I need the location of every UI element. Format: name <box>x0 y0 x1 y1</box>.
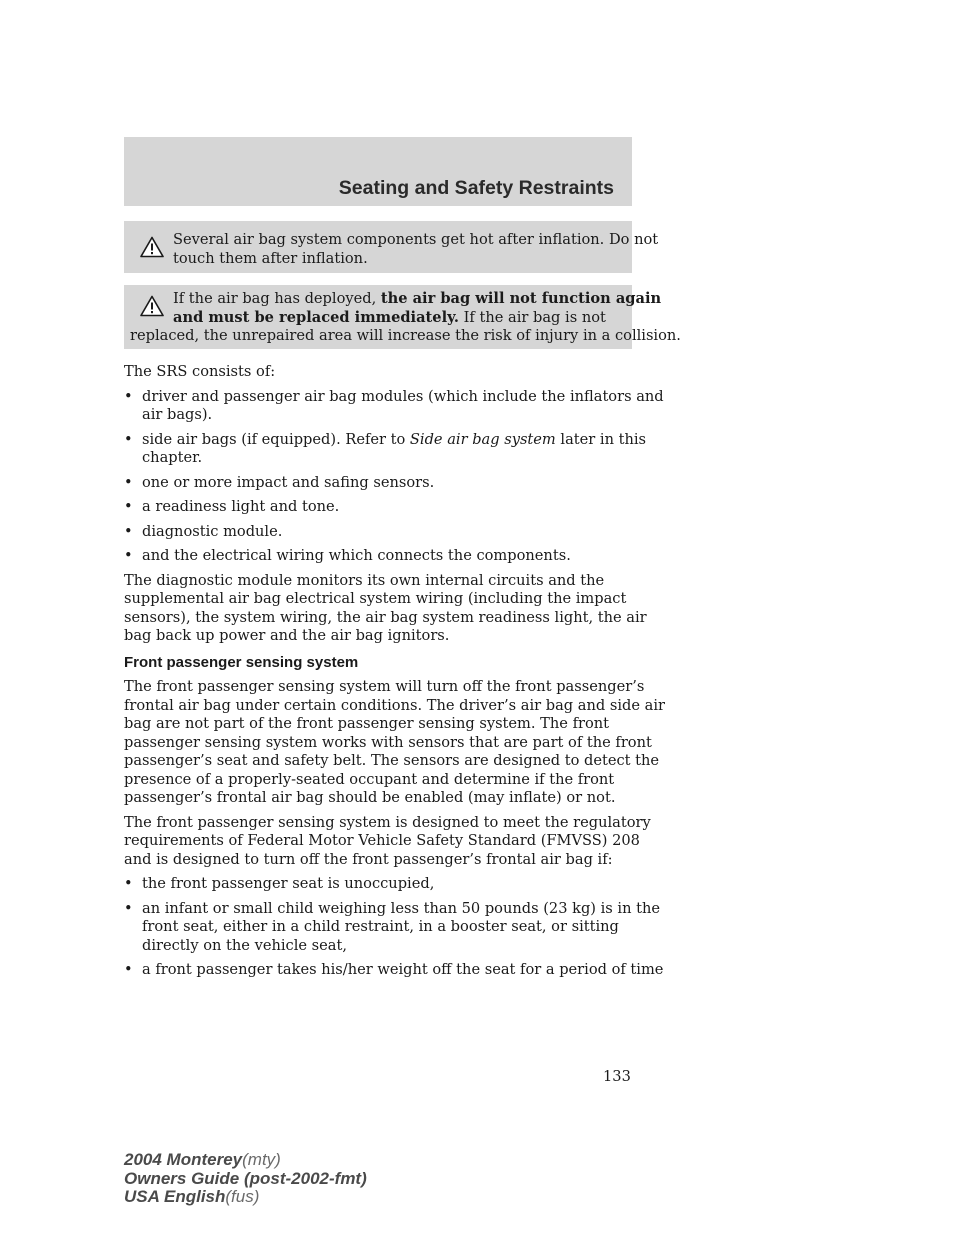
bullet-icon: • <box>124 473 133 491</box>
footer-guide: Owners Guide (post-2002-fmt) <box>124 1168 367 1188</box>
warning-text: If the air bag is not <box>459 308 606 326</box>
srs-intro: The SRS consists of: <box>124 363 276 380</box>
bullet-icon: • <box>124 899 133 917</box>
list-item-text: later in this <box>555 430 647 448</box>
bullet-icon: • <box>124 522 133 540</box>
list-item-text: a front passenger takes his/her weight off the seat for a period of time <box>142 961 664 978</box>
paragraph <box>124 678 665 808</box>
warning-box-deployed-airbag <box>124 285 681 349</box>
list-item-text: and the electrical wiring which connects the components. <box>142 547 571 564</box>
list-item <box>124 387 664 425</box>
footer-language: USA English <box>124 1187 226 1206</box>
paragraph-line: passenger’s seat and safety belt. The sensors are designed to detect the <box>124 752 660 769</box>
cross-reference: Side air bag system <box>409 430 556 448</box>
warning-text-line: Several air bag system components get hot after inflation. Do not <box>173 231 659 248</box>
list-item-text: one or more impact and safing sensors. <box>142 473 435 491</box>
list-item <box>124 899 661 956</box>
warning-text-line: replaced, the unrepaired area will increase the risk of injury in a collision. <box>130 327 681 344</box>
srs-section <box>124 363 665 980</box>
list-item <box>124 430 647 468</box>
list-item-text: the front passenger seat is unoccupied, <box>142 875 435 892</box>
bullet-icon: • <box>124 547 133 564</box>
bullet-icon: • <box>124 961 133 978</box>
paragraph-line: bag back up power and the air bag ignitors. <box>124 627 450 644</box>
footer-model: 2004 Monterey <box>124 1150 243 1169</box>
list-item <box>124 547 644 566</box>
list-item-text: a readiness light and tone. <box>142 498 340 515</box>
section-title: Seating and Safety Restraints <box>338 177 614 199</box>
paragraph-line: passenger sensing system works with sensors that are part of the front <box>124 733 652 751</box>
paragraph-line: sensors), the system wiring, the air bag system readiness light, the air <box>124 608 647 626</box>
list-item <box>124 498 644 517</box>
paragraph-line: passenger’s frontal air bag should be enabled (may inflate) or not. <box>124 789 616 806</box>
bullet-icon: • <box>124 498 133 515</box>
paragraph-line: requirements of Federal Motor Vehicle Safety Standard (FMVSS) 208 <box>124 832 640 849</box>
list-item <box>124 474 644 493</box>
bullet-icon: • <box>124 387 133 405</box>
warning-triangle-icon <box>140 236 164 258</box>
section-header-band <box>124 137 632 206</box>
warning-text: If the air bag has deployed, <box>173 290 381 307</box>
footer-language-code: (fus) <box>225 1187 260 1206</box>
list-item-text: directly on the vehicle seat, <box>142 936 347 954</box>
list-item-text: driver and passenger air bag modules (which include the inflators and <box>142 387 664 405</box>
warning-emphasis: and must be replaced immediately. <box>173 308 460 326</box>
paragraph-line: supplemental air bag electrical system wiring (including the impact <box>124 590 627 607</box>
paragraph-line: The front passenger sensing system will turn off the front passenger’s <box>124 678 645 695</box>
warning-emphasis: the air bag will not function again <box>380 290 662 307</box>
paragraph <box>124 571 647 646</box>
paragraph-line: and is designed to turn off the front passenger’s frontal air bag if: <box>124 850 613 868</box>
bullet-icon: • <box>124 875 133 892</box>
footer-model-code: (mty) <box>242 1150 281 1169</box>
warning-box-hot-components <box>124 221 659 273</box>
section-heading: Front passenger sensing system <box>124 653 359 671</box>
list-item-text: an infant or small child weighing less than 50 pounds (23 kg) is in the <box>142 899 661 917</box>
list-item-text: side air bags (if equipped). Refer to <box>142 430 410 448</box>
paragraph-line: bag are not part of the front passenger sensing system. The front <box>124 715 610 732</box>
paragraph-line: The front passenger sensing system is designed to meet the regulatory <box>124 813 651 831</box>
page-number: 133 <box>603 1068 631 1085</box>
list-item <box>124 523 644 542</box>
list-item-text: air bags). <box>142 406 213 423</box>
warning-triangle-icon <box>140 295 164 317</box>
bullet-icon: • <box>124 430 133 448</box>
list-item-text: diagnostic module. <box>142 522 283 540</box>
paragraph-line: frontal air bag under certain conditions. The driver’s air bag and side air <box>124 696 665 714</box>
document-footer <box>124 1151 367 1207</box>
paragraph-line: presence of a properly-seated occupant and determine if the front <box>124 770 615 788</box>
list-item-text: chapter. <box>142 449 203 466</box>
warning-text-line: touch them after inflation. <box>173 249 368 267</box>
paragraph <box>124 813 651 870</box>
list-item <box>124 961 664 980</box>
list-item-text: front seat, either in a child restraint, in a booster seat, or sitting <box>142 918 619 935</box>
list-item <box>124 875 644 894</box>
paragraph-line: The diagnostic module monitors its own internal circuits and the <box>124 571 605 589</box>
